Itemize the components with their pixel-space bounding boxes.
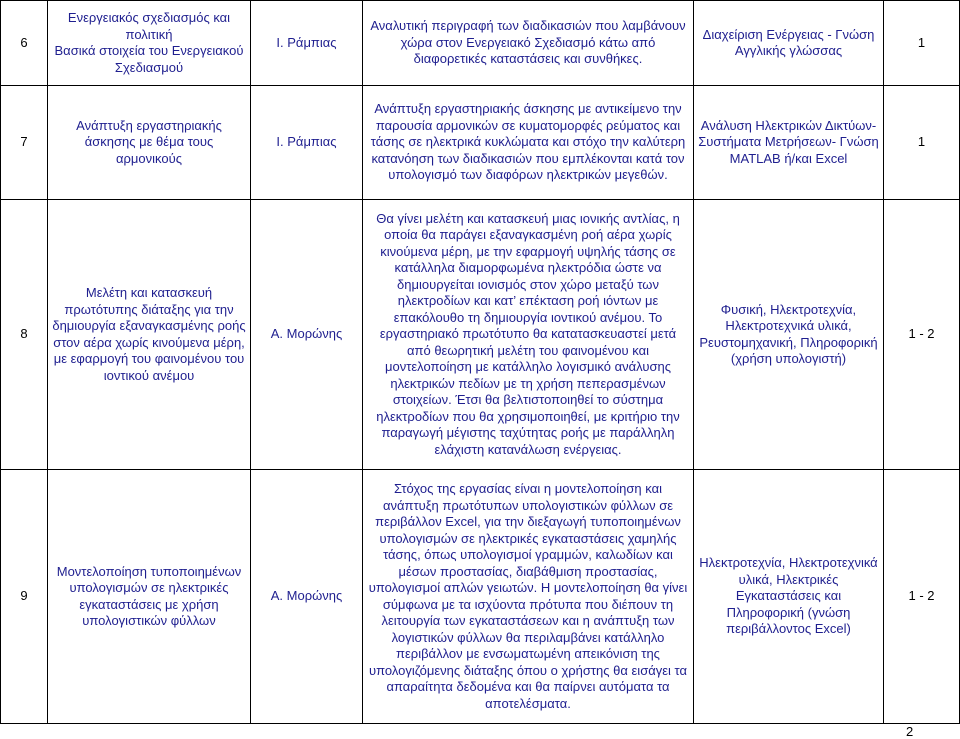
topic-title: Μοντελοποίηση τυποποιημένων υπολογισμών σε ηλεκτρικές εγκαταστάσεις με χρήση υπολογιστικών φύλλων <box>48 470 251 724</box>
table-row <box>1 200 960 470</box>
supervisor: Ι. Ράμπιας <box>251 1 363 86</box>
student-count: 1 <box>884 1 960 86</box>
supervisor: Α. Μορώνης <box>251 200 363 470</box>
topic-title <box>48 1 251 86</box>
table-row <box>1 1 960 86</box>
topic-title-text: Ενεργειακός σχεδιασμός και πολιτική Βασικά στοιχεία του Ενεργειακού Σχεδιασμού <box>54 10 244 75</box>
row-number: 7 <box>1 86 48 200</box>
topic-title: Μελέτη και κατασκευή πρωτότυπης διάταξης για την δημιουργία εξαναγκασμένης ροής στον αέρα χωρίς κινούμενα μέρη, με εφαρμογή του φαινομένου του ιοντικού ανέμου <box>48 200 251 470</box>
table-row <box>1 470 960 724</box>
supervisor: Ι. Ράμπιας <box>251 86 363 200</box>
required-knowledge: Ηλεκτροτεχνία, Ηλεκτροτεχνικά υλικά, Ηλεκτρικές Εγκαταστάσεις και Πληροφορική (γνώση περιβάλλοντος Excel) <box>694 470 884 724</box>
row-number: 6 <box>1 1 48 86</box>
row-number: 9 <box>1 470 48 724</box>
supervisor: Α. Μορώνης <box>251 470 363 724</box>
page-number: 2 <box>906 724 914 739</box>
student-count: 1 - 2 <box>884 470 960 724</box>
student-count: 1 <box>884 86 960 200</box>
required-knowledge: Ανάλυση Ηλεκτρικών Δικτύων-Συστήματα Μετρήσεων- Γνώση MATLAB ή/και Excel <box>694 86 884 200</box>
topic-description: Θα γίνει μελέτη και κατασκευή μιας ιονικής αντλίας, η οποία θα παράγει εξαναγκασμένη ροή αέρα χωρίς κινούμενα μέρη, με την εφαρμογή υψηλής τάσης σε κατάλληλα διαμορφωμένα ηλεκτρόδια ώστε να δημιουργείται ιονισμός στον χώρο μεταξύ των ηλεκτροδίων και κατ’ επέκταση ροή ιόντων με επακόλουθο τη δημιουργία ιοντικού ανέμου. Το εργαστηριακό πρωτότυπο θα κατατασκευαστεί μετά από θεωρητική μελέτη του φαινομένου και μοντελοποίηση με κατάλληλο λογισμικό ανάλυσης ηλεκτρικών πεδίων με τη χρήση πεπερασμένων στοιχείων. Έτσι θα βελτιστοποιηθεί το σύστημα ηλεκτροδίων που θα χρησιμοποιηθεί, με κριτήριο την παραγωγή μέγιστης ταχύτητας ροής με παράλληλη ελάχιστη κατανάλωση ενέργειας. <box>363 200 694 470</box>
row-number: 8 <box>1 200 48 470</box>
topic-description: Ανάπτυξη εργαστηριακής άσκησης με αντικείμενο την παρουσία αρμονικών σε κυματομορφές ρεύματος και τάσης σε ηλεκτρικά κυκλώματα και στόχο την καλύτερη κατανόηση των διαδικασιών που εμπλέκονται κατά τον υπολογισμό των διαφόρων ηλεκτρικών μεγεθών. <box>363 86 694 200</box>
topic-description: Αναλυτική περιγραφή των διαδικασιών που λαμβάνουν χώρα στον Ενεργειακό Σχεδιασμό κάτω από διαφορετικές καταστάσεις και συνθήκες. <box>363 1 694 86</box>
table-row <box>1 86 960 200</box>
required-knowledge: Φυσική, Ηλεκτροτεχνία, Ηλεκτροτεχνικά υλικά, Ρευστομηχανική, Πληροφορική (χρήση υπολογιστή) <box>694 200 884 470</box>
student-count: 1 - 2 <box>884 200 960 470</box>
topic-title: Ανάπτυξη εργαστηριακής άσκησης με θέμα τους αρμονικούς <box>48 86 251 200</box>
required-knowledge: Διαχείριση Ενέργειας - Γνώση Αγγλικής γλώσσας <box>694 1 884 86</box>
topic-description: Στόχος της εργασίας είναι η μοντελοποίηση και ανάπτυξη πρωτότυπων υπολογιστικών φύλλων σε περιβάλλον Excel, για την διεξαγωγή τυποποιημένων υπολογισμών σε ηλεκτρικές εγκαταστάσεις χαμηλής τάσης, όπως υπολογισμοί γραμμών, καλωδίων και μέσων προστασίας, διαβάθμιση προστασίας, υπολογισμοί απλών γειωτών. Η μοντελοποίηση θα γίνει σύμφωνα με τα ισχύοντα πρότυπα που διέπουν τη λειτουργία των εγκαταστάσεων και η ανάπτυξη των λογιστικών φύλλων θα περιλαμβάνει κατάλληλο περιβάλλον με ενσωματωμένη απεικόνιση της υπολογιζόμενης διάταξης όπου ο χρήστης θα εισάγει τα απαραίτητα δεδομένα και θα παίρνει αυτόματα τα αποτελέσματα. <box>363 470 694 724</box>
